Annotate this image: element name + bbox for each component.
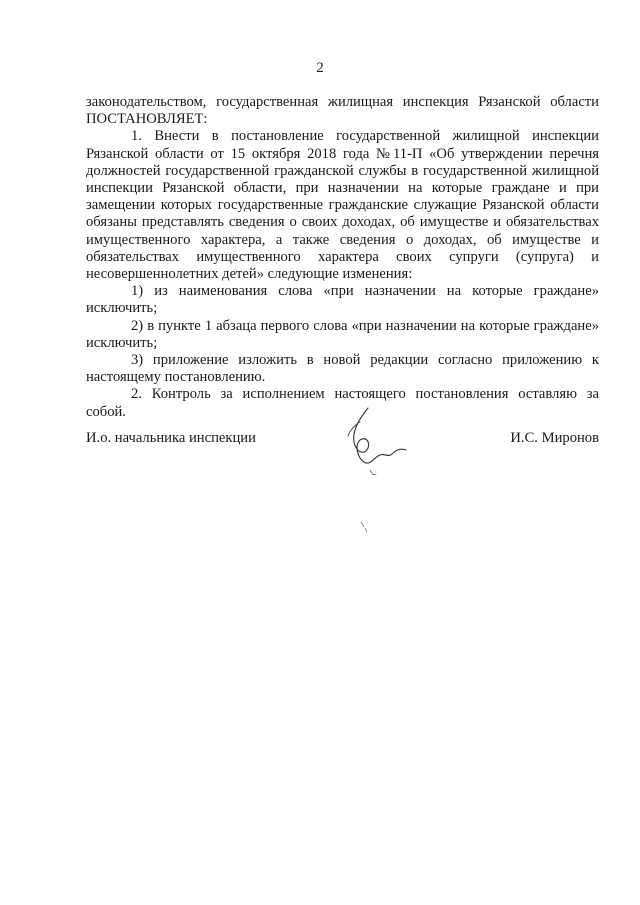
handwritten-signature [330, 400, 450, 490]
paragraph-subitem-1: 1) из наименования слова «при назначении на которые граждане» исключить; [86, 283, 599, 317]
signatory-name: И.С. Миронов [510, 430, 599, 446]
stray-mark [355, 518, 375, 538]
paragraph-item-2: 2. Контроль за исполнением настоящего постановления оставляю за собой. [86, 386, 599, 420]
page-number: 2 [316, 60, 324, 76]
signatory-position: И.о. начальника инспекции [86, 430, 256, 446]
paragraph-intro: законодательством, государственная жилищная инспекция Рязанской области ПОСТАНОВЛЯЕТ: [86, 94, 599, 128]
paragraph-item-1: 1. Внести в постановление государственной жилищной инспекции Рязанской области от 15 октября 2018 года №11-П «Об утверждении перечня должностей государственной гражданской службы в государственной жилищной инспекции Рязанской области, при назначении на которые граждане и при замещении которых государственные гражданские служащие Рязанской области обязаны представлять сведения о своих доходах, об имуществе и обязательствах имущественного характера, а также сведения о доходах, об имуществе и обязательствах имущественного характера своих супруги (супруга) и несовершеннолетних детей» следующие изменения: [86, 128, 599, 283]
paragraph-subitem-2: 2) в пункте 1 абзаца первого слова «при назначении на которые граждане» исключить; [86, 317, 599, 351]
document-body [86, 94, 599, 421]
paragraph-subitem-3: 3) приложение изложить в новой редакции согласно приложению к настоящему постановлению. [86, 352, 599, 386]
